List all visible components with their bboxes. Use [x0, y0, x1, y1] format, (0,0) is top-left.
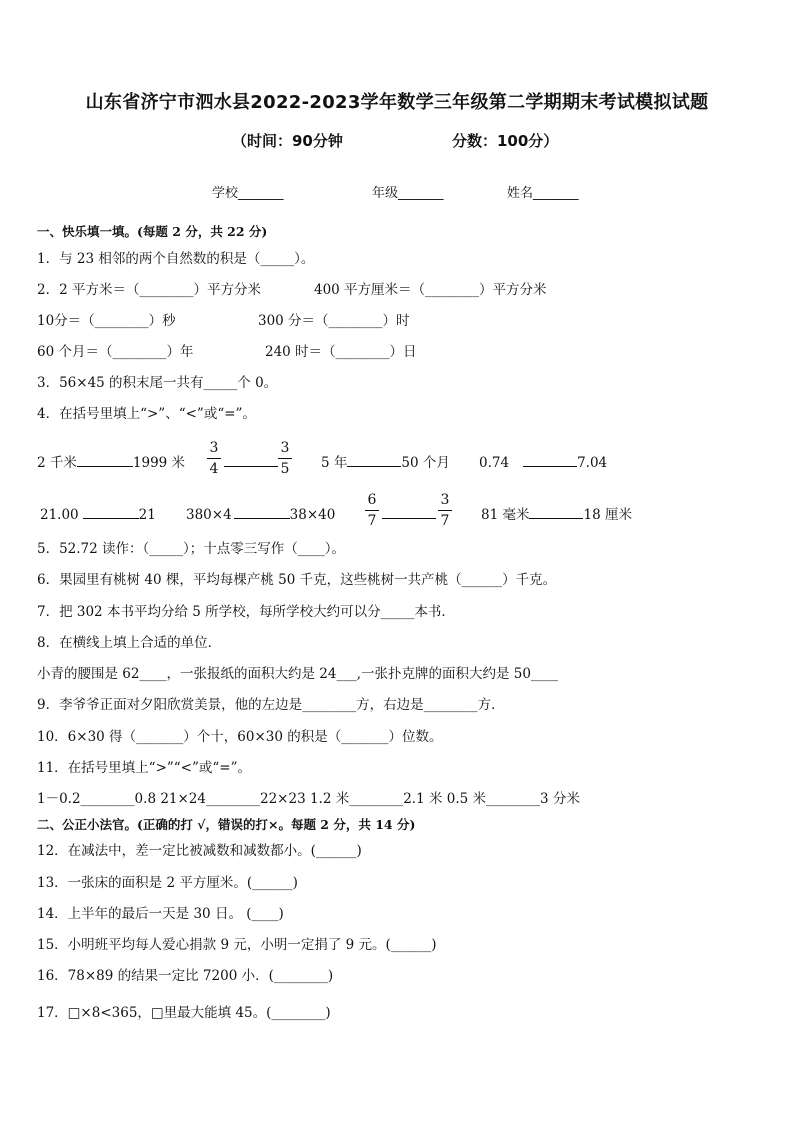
- numerator: 6: [367, 492, 377, 508]
- compare-3: [321, 452, 450, 472]
- denominator: 4: [209, 461, 219, 477]
- question-5: 5．52.72 读作：（_____）；十点零三写作（____）。: [37, 541, 346, 557]
- compare-6-left: 380×4: [186, 507, 232, 523]
- question-16: 16．78×89 的结果一定比 7200 小．(________): [37, 968, 334, 984]
- fraction-3-5: [277, 439, 293, 478]
- denominator: 7: [440, 513, 450, 529]
- question-7: 7．把 302 本书平均分给 5 所学校，每所学校大约可以分_____本书．: [37, 604, 455, 620]
- compare-4: [479, 452, 607, 472]
- school-field: 学校_______: [212, 186, 284, 201]
- question-13: 13．一张床的面积是 2 平方厘米。(______): [37, 875, 298, 891]
- question-17: 17．□×8<365，□里最大能填 45。(________): [37, 1005, 331, 1021]
- compare-5: [40, 504, 156, 524]
- fraction-3-7: [437, 491, 453, 530]
- question-3: 3．56×45 的积末尾一共有_____个 0。: [37, 375, 278, 391]
- section2-heading: 二、公正小法官。(正确的打 √，错误的打×。每题 2 分，共 14 分): [37, 817, 416, 832]
- question-2c: 10分＝（________）秒: [37, 313, 176, 329]
- compare-1-right: 1999 米: [132, 455, 186, 471]
- answer-blank: [347, 452, 401, 467]
- compare-6: [186, 504, 335, 524]
- denominator: 7: [367, 513, 377, 529]
- question-11-body: 1－0.2________0.8 21×24________22×23 1.2 米________2.1 米 0.5 米________3 分米: [37, 791, 580, 807]
- denominator: 5: [280, 461, 290, 477]
- grade-field: 年级_______: [372, 186, 444, 201]
- question-10: 10．6×30 得（_______）个十，60×30 的积是（_______）位数。: [37, 729, 443, 745]
- answer-blank: [382, 504, 436, 519]
- compare-3-left: 5 年: [321, 455, 348, 471]
- section1-heading: 一、快乐填一填。(每题 2 分，共 22 分): [37, 224, 268, 239]
- question-1: 1．与 23 相邻的两个自然数的积是（_____）。: [37, 251, 315, 267]
- compare-3-right: 50 个月: [401, 455, 450, 471]
- question-6: 6．果园里有桃树 40 棵，平均每棵产桃 50 千克，这些桃树一共产桃（______）千克。: [37, 572, 557, 588]
- question-15: 15．小明班平均每人爱心捐款 9 元，小明一定捐了 9 元。(______): [37, 937, 437, 953]
- answer-blank: [529, 504, 583, 519]
- exam-time: （时间：90分钟: [232, 132, 343, 150]
- question-12: 12．在减法中，差一定比被减数和减数都小。(______): [37, 843, 362, 859]
- exam-score: 分数：100分）: [452, 132, 559, 150]
- question-14: 14．上半年的最后一天是 30 日。 (____): [37, 906, 284, 922]
- question-2e: 60 个月＝（________）年: [37, 344, 194, 360]
- compare-8-left: 81 毫米: [481, 507, 530, 523]
- answer-blank: [523, 452, 577, 467]
- question-11: 11．在括号里填上“>”“<”或“=”。: [37, 760, 252, 776]
- compare-8: [481, 504, 632, 524]
- compare-1-left: 2 千米: [37, 455, 77, 471]
- numerator: 3: [209, 440, 219, 456]
- answer-blank: [83, 504, 139, 519]
- compare-6-right: 38×40: [289, 507, 336, 523]
- question-2d: 300 分＝（________）时: [258, 313, 410, 329]
- compare-5-left: 21.00: [40, 507, 79, 523]
- answer-blank: [224, 452, 278, 467]
- question-2b: 400 平方厘米＝（________）平方分米: [314, 282, 547, 298]
- answer-blank: [77, 452, 133, 467]
- compare-1: [37, 452, 185, 472]
- question-8-body: 小青的腰围是 62____，一张报纸的面积大约是 24___,一张扑克牌的面积大约是 50____: [37, 666, 558, 682]
- fraction-6-7: [364, 491, 380, 530]
- compare-4-right: 7.04: [577, 455, 608, 471]
- compare-8-right: 18 厘米: [583, 507, 632, 523]
- fraction-3-4: [206, 439, 222, 478]
- name-field: 姓名_______: [507, 186, 579, 201]
- numerator: 3: [280, 440, 290, 456]
- question-2f: 240 时＝（________）日: [265, 344, 417, 360]
- question-4: 4．在括号里填上“>”、“<”或“=”。: [37, 406, 256, 422]
- question-9: 9．李爷爷正面对夕阳欣赏美景，他的左边是________方，右边是________方．: [37, 697, 505, 713]
- question-2a: 2．2 平方米＝（________）平方分米: [37, 282, 261, 298]
- compare-4-left: 0.74: [479, 455, 510, 471]
- compare-5-right: 21: [138, 507, 156, 523]
- question-8: 8．在横线上填上合适的单位．: [37, 635, 222, 651]
- answer-blank: [234, 504, 290, 519]
- numerator: 3: [440, 492, 450, 508]
- exam-title: 山东省济宁市泗水县2022-2023学年数学三年级第二学期期末考试模拟试题: [85, 92, 709, 113]
